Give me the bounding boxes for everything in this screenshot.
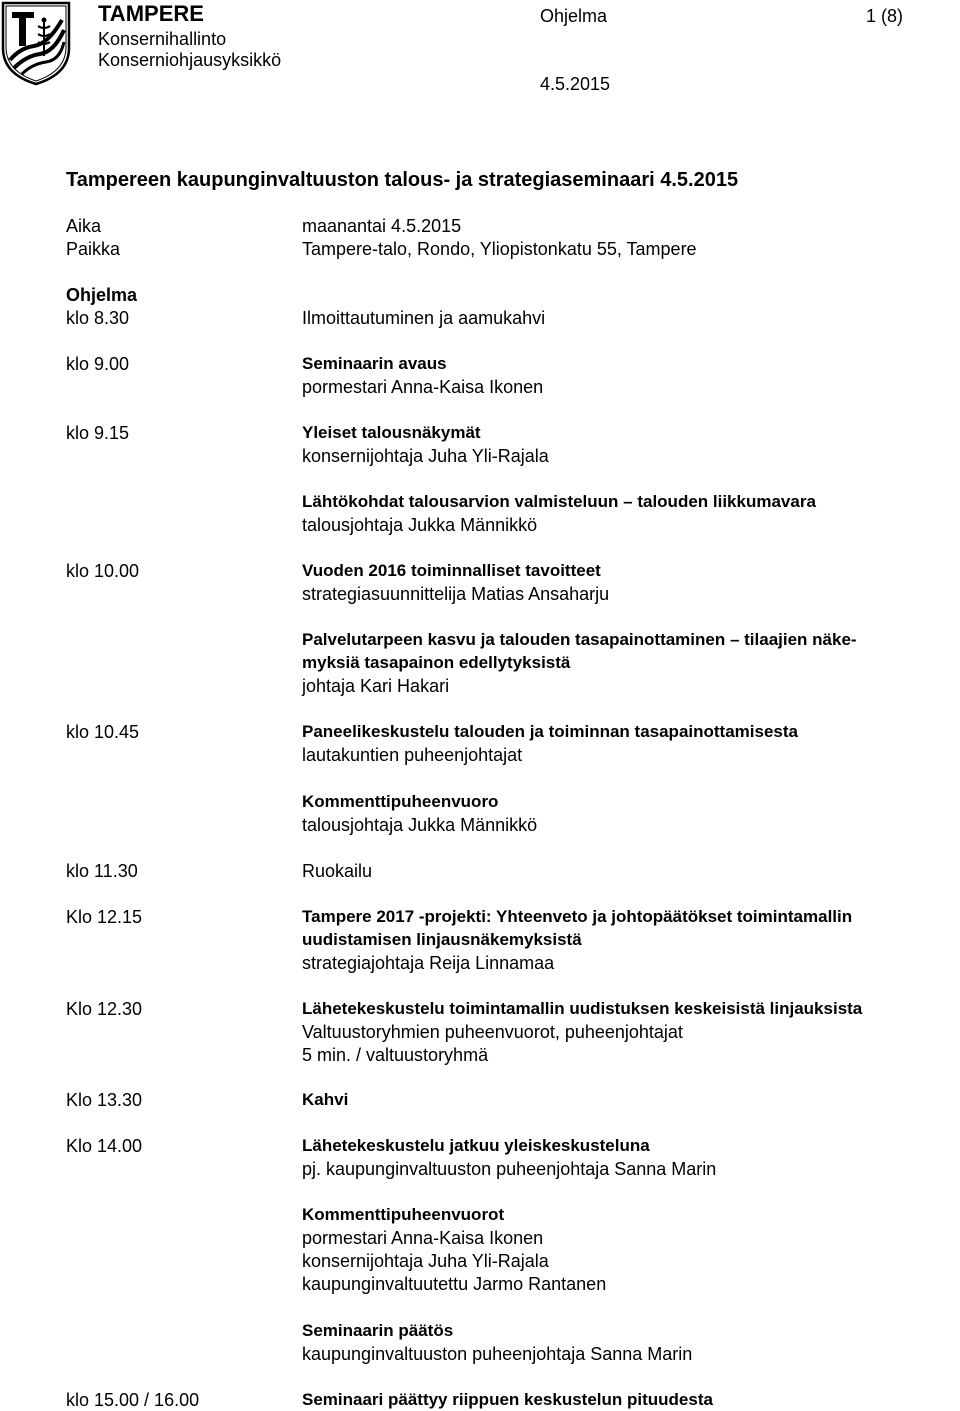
meta-label-place: Paikka (66, 239, 121, 259)
item-speaker: kaupunginvaltuutettu Jarmo Rantanen (302, 1274, 607, 1294)
item-title: Lähetekeskustelu toimintamallin uudistuksen keskeisistä linjauksista (302, 999, 863, 1018)
time-slot: klo 10.45 (66, 722, 140, 742)
time-slot: klo 10.00 (66, 561, 140, 581)
item-title: Seminaari päättyy riippuen keskustelun pituudesta (302, 1390, 713, 1409)
item-title: Lähtökohdat talousarvion valmisteluun – talouden liikkumavara (302, 492, 816, 511)
item-speaker: talousjohtaja Jukka Männikkö (302, 515, 538, 535)
item-title: Palvelutarpeen kasvu ja talouden tasapainottaminen – tilaajien näke- (302, 630, 857, 649)
item-speaker: johtaja Kari Hakari (302, 676, 450, 696)
item-speaker: lautakuntien puheenjohtajat (302, 745, 523, 765)
item-title: Vuoden 2016 toiminnalliset tavoitteet (302, 561, 601, 580)
org-unit-2: Konserniohjausyksikkö (98, 50, 282, 70)
item-title: Kommenttipuheenvuorot (302, 1205, 505, 1224)
doc-type: Ohjelma (540, 6, 608, 26)
document-title: Tampereen kaupunginvaltuuston talous- ja strategiaseminaari 4.5.2015 (66, 169, 739, 191)
item-title-cont: uudistamisen linjausnäkemyksistä (302, 930, 582, 949)
item-text: Ilmoittautuminen ja aamukahvi (302, 308, 546, 328)
item-speaker: pormestari Anna-Kaisa Ikonen (302, 377, 544, 397)
item-speaker: konsernijohtaja Juha Yli-Rajala (302, 446, 549, 466)
item-speaker: kaupunginvaltuuston puheenjohtaja Sanna Marin (302, 1344, 693, 1364)
tampere-coat-of-arms-logo (0, 0, 72, 86)
item-title: Lähetekeskustelu jatkuu yleiskeskusteluna (302, 1136, 650, 1155)
item-speaker: talousjohtaja Jukka Männikkö (302, 815, 538, 835)
time-slot: Klo 14.00 (66, 1136, 143, 1156)
item-title: Seminaarin avaus (302, 354, 447, 373)
time-slot: Klo 12.15 (66, 907, 143, 927)
page-number: 1 (8) (866, 6, 904, 26)
time-slot: Klo 13.30 (66, 1090, 143, 1110)
time-slot: Klo 12.30 (66, 999, 143, 1019)
item-title: Yleiset talousnäkymät (302, 423, 481, 442)
item-title: Seminaarin päätös (302, 1321, 454, 1340)
item-speaker: 5 min. / valtuustoryhmä (302, 1045, 489, 1065)
item-title: Kommenttipuheenvuoro (302, 792, 499, 811)
meta-value-place: Tampere-talo, Rondo, Yliopistonkatu 55, Tampere (302, 239, 697, 259)
time-slot: klo 9.15 (66, 423, 130, 443)
item-speaker: Valtuustoryhmien puheenvuorot, puheenjohtajat (302, 1022, 683, 1042)
item-speaker: strategiajohtaja Reija Linnamaa (302, 953, 555, 973)
doc-date: 4.5.2015 (540, 74, 611, 94)
org-name: TAMPERE (98, 1, 204, 26)
item-speaker: strategiasuunnittelija Matias Ansaharju (302, 584, 610, 604)
item-title: Paneelikeskustelu talouden ja toiminnan tasapainottamisesta (302, 722, 798, 741)
time-slot: klo 9.00 (66, 354, 130, 374)
item-speaker: pj. kaupunginvaltuuston puheenjohtaja Sanna Marin (302, 1159, 717, 1179)
item-text: Ruokailu (302, 861, 373, 881)
item-speaker: konsernijohtaja Juha Yli-Rajala (302, 1251, 549, 1271)
meta-value-time: maanantai 4.5.2015 (302, 216, 462, 236)
item-speaker: pormestari Anna-Kaisa Ikonen (302, 1228, 544, 1248)
item-title-cont: myksiä tasapainon edellytyksistä (302, 653, 571, 672)
time-slot: klo 11.30 (66, 861, 138, 881)
item-title: Kahvi (302, 1090, 349, 1109)
org-unit-1: Konsernihallinto (98, 29, 227, 49)
time-slot: klo 15.00 / 16.00 (66, 1390, 200, 1410)
time-slot: klo 8.30 (66, 308, 130, 328)
program-heading: Ohjelma (66, 285, 138, 305)
item-title: Tampere 2017 -projekti: Yhteenveto ja johtopäätökset toimintamallin (302, 907, 853, 926)
meta-label-time: Aika (66, 216, 102, 236)
